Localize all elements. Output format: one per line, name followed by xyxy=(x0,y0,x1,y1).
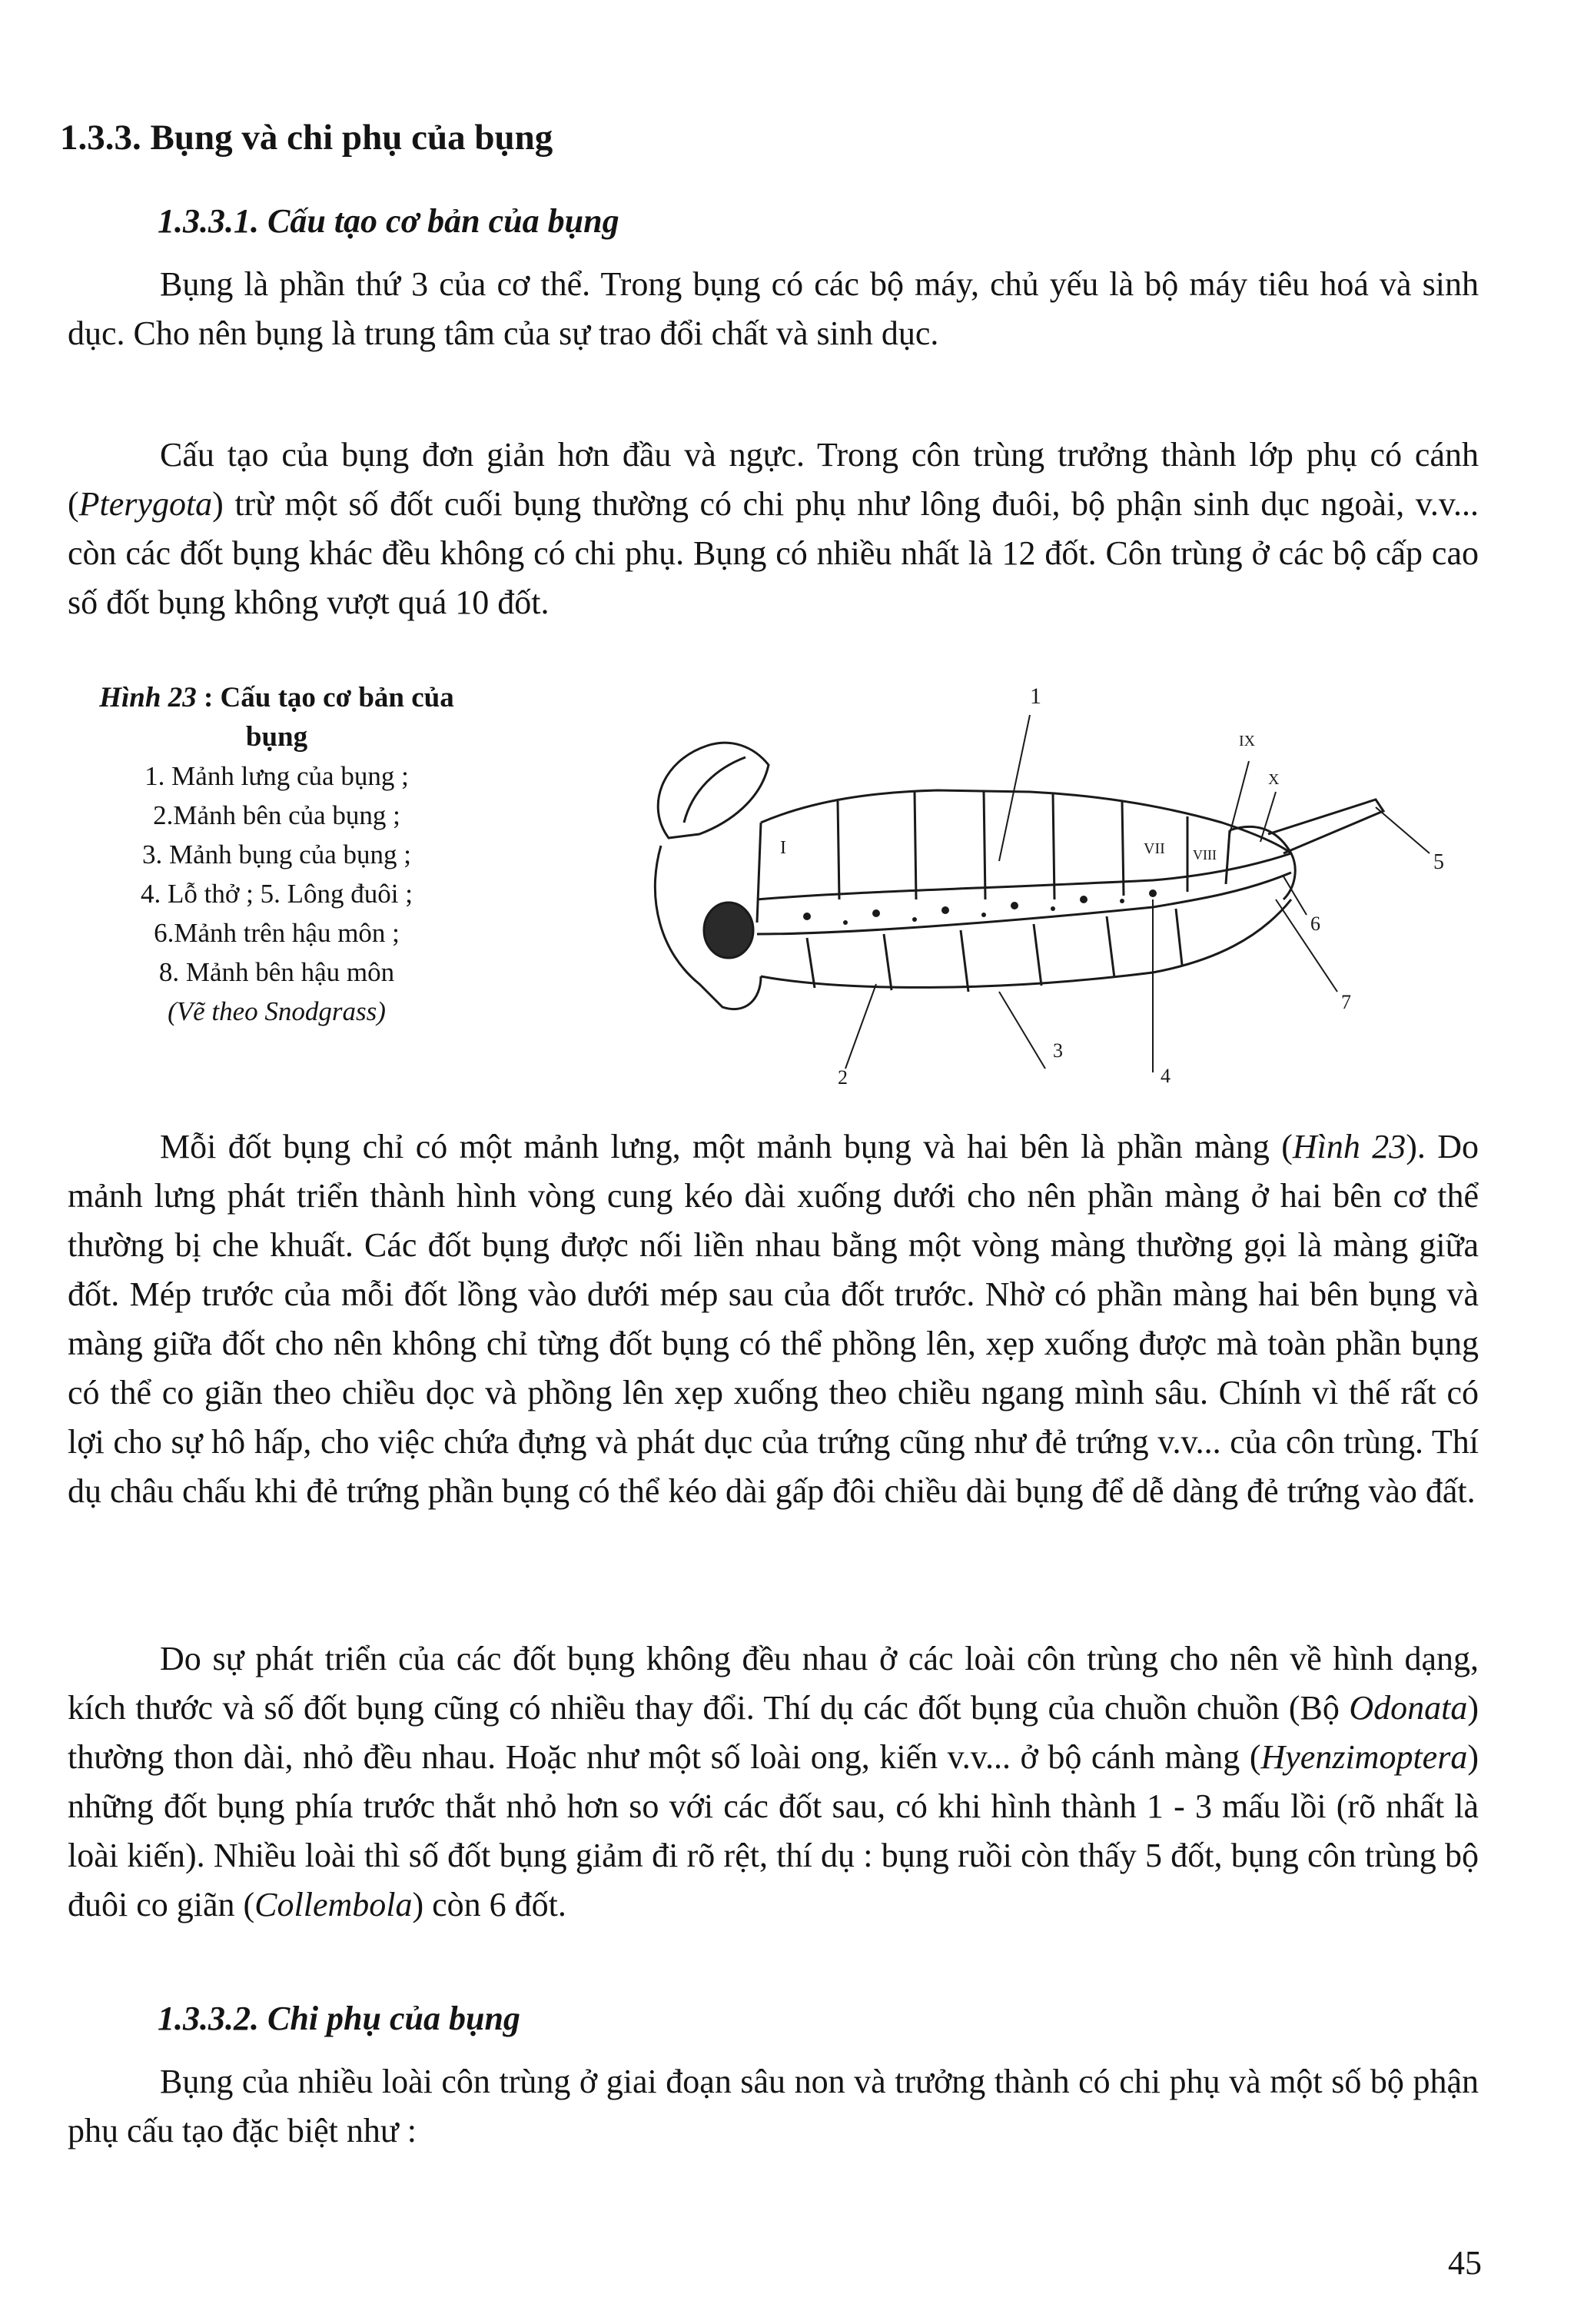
paragraph-4-text-c: ) thường thon dài, nhỏ đều nhau. Hoặc như một số loài ong, kiến v.v... ở bộ cánh màng ( xyxy=(68,1689,1479,1776)
subsection-heading-1: 1.3.3.1. Cấu tạo cơ bản của bụng xyxy=(158,202,619,240)
paragraph-5-text: Bụng của nhiều loài côn trùng ở giai đoạn sâu non và trưởng thành có chi phụ và một số bộ phận phụ cấu tạo đặc biệt như : xyxy=(68,2063,1479,2149)
label-segment-viii: VIII xyxy=(1193,847,1217,863)
label-4: 4 xyxy=(1161,1065,1171,1084)
paragraph-4 xyxy=(68,1634,1479,1930)
segment-line xyxy=(757,823,761,923)
label-5: 5 xyxy=(1433,850,1444,874)
figure-legend-item: 2.Mảnh bên của bụng ; xyxy=(153,800,400,830)
paragraph-3-figure-ref: Hình 23 xyxy=(1292,1128,1406,1165)
ventral-outline xyxy=(761,899,1291,987)
abdomen-diagram xyxy=(615,669,1460,1084)
figure-legend-item: 1. Mảnh lưng của bụng ; xyxy=(144,761,409,791)
paragraph-3-text-a: Mỗi đốt bụng chỉ có một mảnh lưng, một mảnh bụng và hai bên là phần màng ( xyxy=(160,1128,1293,1165)
segment-line xyxy=(838,801,839,899)
coxa-dark-area xyxy=(704,903,753,958)
paragraph-4-term-collembola: Collembola xyxy=(254,1886,413,1923)
dorsal-outline xyxy=(761,790,1291,853)
section-heading: 1.3.3. Bụng và chi phụ của bụng xyxy=(60,118,553,158)
paragraph-5 xyxy=(68,2057,1479,2156)
figure-caption xyxy=(77,678,477,1031)
subsection-heading-2: 1.3.3.2. Chi phụ của bụng xyxy=(158,2000,520,2037)
figure-legend-item: 4. Lỗ thở ; 5. Lông đuôi ; xyxy=(141,879,413,909)
leader-line-5 xyxy=(1376,807,1430,853)
paragraph-4-text-a: Do sự phát triển của các đốt bụng không đều nhau ở các loài côn trùng cho nên về hình dạng, kích thước và số đốt bụng cũng có nhiều thay đổi. Thí dụ các đốt bụng của chuồn chuồn (Bộ xyxy=(68,1640,1479,1727)
leader-line-2 xyxy=(845,984,876,1069)
paragraph-4-text-e: ) những đốt bụng phía trước thắt nhỏ hơn so với các đốt sau, có khi hình thành 1 - 3 mấu lồi (rõ nhất là loài kiến). Nhiều loài thì số đốt bụng giảm đi rõ rệt, thí dụ : bụng ruồi còn thấy 5 đốt, bụng côn trùng bộ đuôi co giãn ( xyxy=(68,1738,1479,1923)
leader-line-1 xyxy=(999,715,1030,861)
label-7: 7 xyxy=(1341,991,1351,1013)
paragraph-1 xyxy=(68,260,1479,358)
leader-line-ix xyxy=(1230,761,1249,834)
segment-line xyxy=(915,792,916,899)
pleural-band-bottom xyxy=(757,873,1291,934)
figure-credit: (Vẽ theo Snodgrass) xyxy=(168,996,386,1026)
label-segment-vii: VII xyxy=(1144,840,1165,857)
segment-line xyxy=(1053,793,1054,899)
segment-line xyxy=(1226,830,1230,884)
paragraph-3-text-c: ). Do mảnh lưng phát triển thành hình vòng cung kéo dài xuống dưới cho nên phần màng ở hai bên cơ thể thường bị che khuất. Các đốt bụng được nối liền nhau bằng một vòng màng thường gọi là màng giữa đốt. Mép trước của mỗi đốt lồng vào dưới mép sau của đốt trước. Nhờ có phần màng hai bên bụng và màng giữa đốt cho nên không chỉ từng đốt bụng có thể phồng lên, xẹp xuống được mà toàn phần bụng có thể co giãn theo chiều dọc và phồng lên xẹp xuống theo chiều ngang mình sâu. Chính vì thế rất có lợi cho sự hô hấp, cho việc chứa đựng và phát dục của trứng cũng như đẻ trứng v.v... của côn trùng. Thí dụ châu chấu khi đẻ trứng phần bụng có thể kéo dài gấp đôi chiều dài bụng để dễ dàng đẻ trứng vào đất. xyxy=(68,1128,1479,1510)
page-number: 45 xyxy=(1448,2244,1482,2282)
leader-lines xyxy=(845,715,1430,1072)
figure-legend-item: 6.Mảnh trên hậu môn ; xyxy=(154,918,400,948)
paragraph-4-term-odonata: Odonata xyxy=(1349,1689,1468,1727)
sternite-line xyxy=(807,938,815,988)
paragraph-2-text-a: Cấu tạo của bụng đơn giản hơn đầu và ngực. Trong côn trùng trưởng thành lớp phụ có cánh ( xyxy=(68,436,1479,523)
label-segment-ix: IX xyxy=(1239,733,1256,750)
sternite-line xyxy=(1034,924,1041,986)
paragraph-4-term-hymenoptera: Hyenzimoptera xyxy=(1260,1738,1468,1776)
paragraph-4-text-g: ) còn 6 đốt. xyxy=(412,1886,566,1923)
leader-line-7 xyxy=(1276,899,1337,992)
figure-caption-label: Hình 23 xyxy=(99,682,197,713)
segment-line xyxy=(984,790,985,899)
sternite-line xyxy=(1107,916,1114,978)
label-1: 1 xyxy=(1030,683,1041,709)
paragraph-1-text: Bụng là phần thứ 3 của cơ thể. Trong bụng có các bộ máy, chủ yếu là bộ máy tiêu hoá và sinh dục. Cho nên bụng là trung tâm của sự trao đổi chất và sinh dục. xyxy=(68,265,1479,352)
paragraph-2-text-c: ) trừ một số đốt cuối bụng thường có chi phụ như lông đuôi, bộ phận sinh dục ngoài, v.v... còn các đốt bụng khác đều không có chi phụ. Bụng có nhiều nhất là 12 đốt. Côn trùng ở các bộ cấp cao số đốt bụng không vượt quá 10 đốt. xyxy=(68,485,1479,621)
paragraph-2 xyxy=(68,431,1479,627)
sternite-line xyxy=(1176,909,1182,965)
sternite-line xyxy=(961,930,968,992)
label-2: 2 xyxy=(838,1066,848,1084)
label-3: 3 xyxy=(1053,1039,1063,1062)
wing-base-shape xyxy=(658,743,769,838)
figure-caption-title-text: : Cấu tạo cơ bản của bụng xyxy=(196,682,454,753)
figure-caption-title xyxy=(77,678,477,756)
figure-legend-item: 3. Mảnh bụng của bụng ; xyxy=(142,839,411,869)
spiracle-dots xyxy=(803,889,1157,925)
paragraph-3 xyxy=(68,1122,1479,1516)
label-segment-x: X xyxy=(1268,771,1280,788)
figure-legend-item: 8. Mảnh bên hậu môn xyxy=(158,957,395,987)
label-6: 6 xyxy=(1310,913,1320,935)
label-segment-i: I xyxy=(780,838,786,858)
diagram-labels xyxy=(780,683,1444,1084)
sternite-line xyxy=(884,934,892,990)
paragraph-2-term: Pterygota xyxy=(78,485,213,523)
leader-line-3 xyxy=(999,992,1045,1069)
